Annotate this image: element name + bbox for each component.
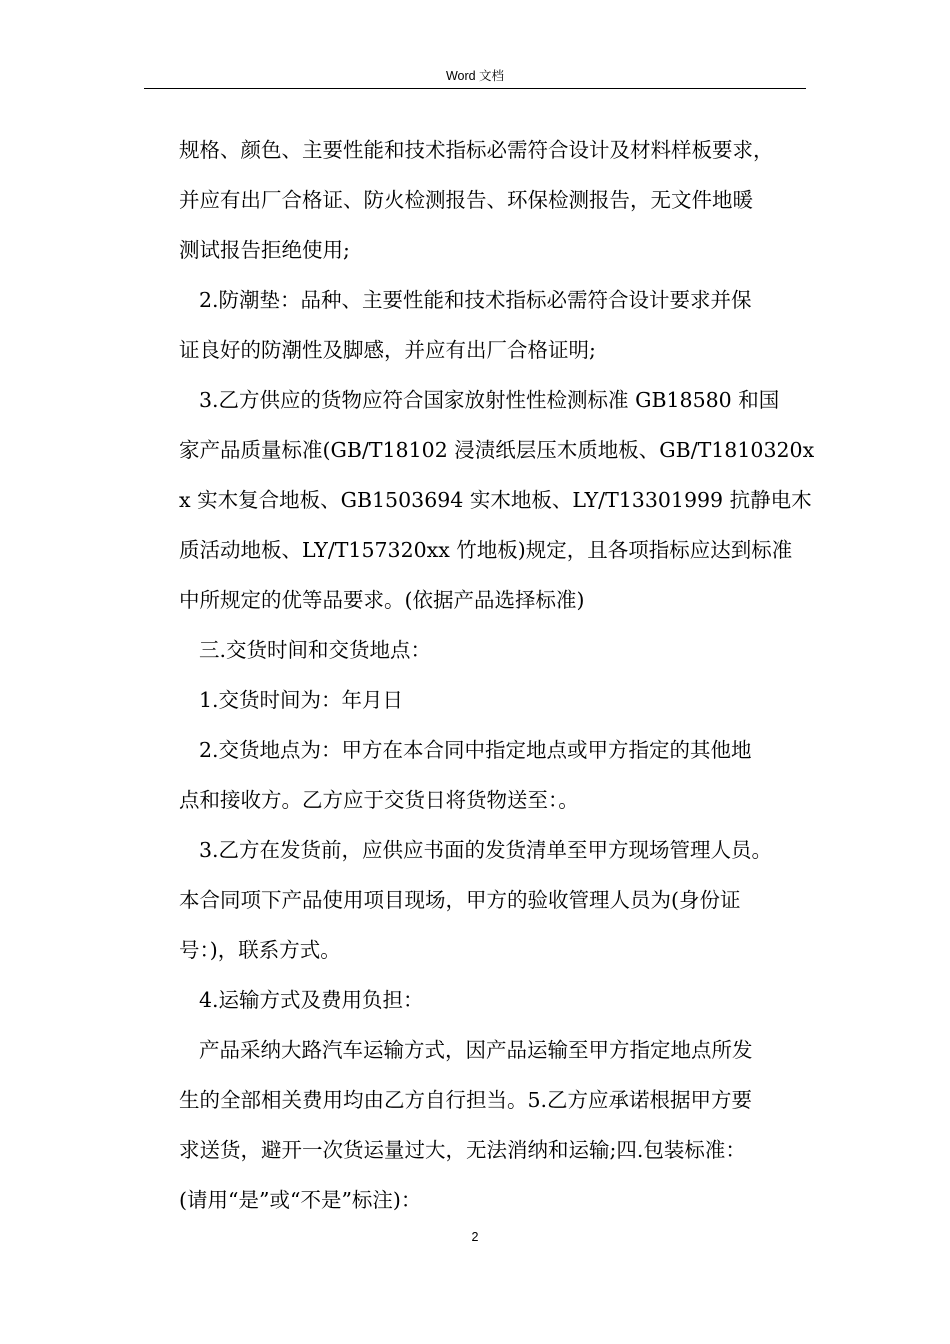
text-line: 证良好的防潮性及脚感，并应有出厂合格证明; (179, 338, 596, 362)
text-line: 本合同项下产品使用项目现场，甲方的验收管理人员为(身份证 (179, 888, 741, 912)
text-line: 产品采纳大路汽车运输方式，因产品运输至甲方指定地点所发 (199, 1038, 753, 1062)
text-line: 并应有出厂合格证、防火检测报告、环保检测报告，无文件地暖 (179, 188, 753, 212)
text-line: 中所规定的优等品要求。(依据产品选择标准) (179, 588, 585, 612)
text-line: 求送货，避开一次货运量过大，无法消纳和运输;四.包装标准： (179, 1138, 746, 1162)
document-body (179, 125, 815, 1225)
text-line: 号：)，联系方式。 (179, 938, 341, 962)
text-line: 2.交货地点为：甲方在本合同中指定地点或甲方指定的其他地 (199, 738, 752, 762)
header-title: Word 文档 (445, 69, 505, 83)
text-line: 生的全部相关费用均由乙方自行担当。5.乙方应承诺根据甲方要 (179, 1088, 753, 1112)
text-line: 2.防潮垫：品种、主要性能和技术指标必需符合设计要求并保 (199, 288, 752, 312)
section-heading: 三.交货时间和交货地点： (199, 638, 432, 662)
text-line: 点和接收方。乙方应于交货日将货物送至：。 (179, 788, 579, 812)
text-line: x 实木复合地板、GB1503694 实木地板、LY/T13301999 抗静电木 (179, 488, 812, 512)
page-number: 2 (471, 1230, 479, 1244)
text-line: 4.运输方式及费用负担： (199, 988, 424, 1012)
page-header (144, 64, 806, 89)
text-line: 3.乙方供应的货物应符合国家放射性性检测标准 GB18580 和国 (199, 388, 780, 412)
text-line: (请用“是”或“不是”标注)： (179, 1188, 422, 1212)
text-line: 家产品质量标准(GB/T18102 浸渍纸层压木质地板、GB/T1810320x (179, 438, 815, 462)
page-footer (0, 1230, 950, 1244)
text-line: 3.乙方在发货前，应供应书面的发货清单至甲方现场管理人员。 (199, 838, 773, 862)
text-line: 质活动地板、LY/T157320xx 竹地板)规定，且各项指标应达到标准 (179, 538, 793, 562)
text-line: 测试报告拒绝使用; (179, 238, 350, 262)
text-line: 1.交货时间为：年月日 (199, 688, 404, 712)
text-line: 规格、颜色、主要性能和技术指标必需符合设计及材料样板要求， (179, 138, 774, 162)
